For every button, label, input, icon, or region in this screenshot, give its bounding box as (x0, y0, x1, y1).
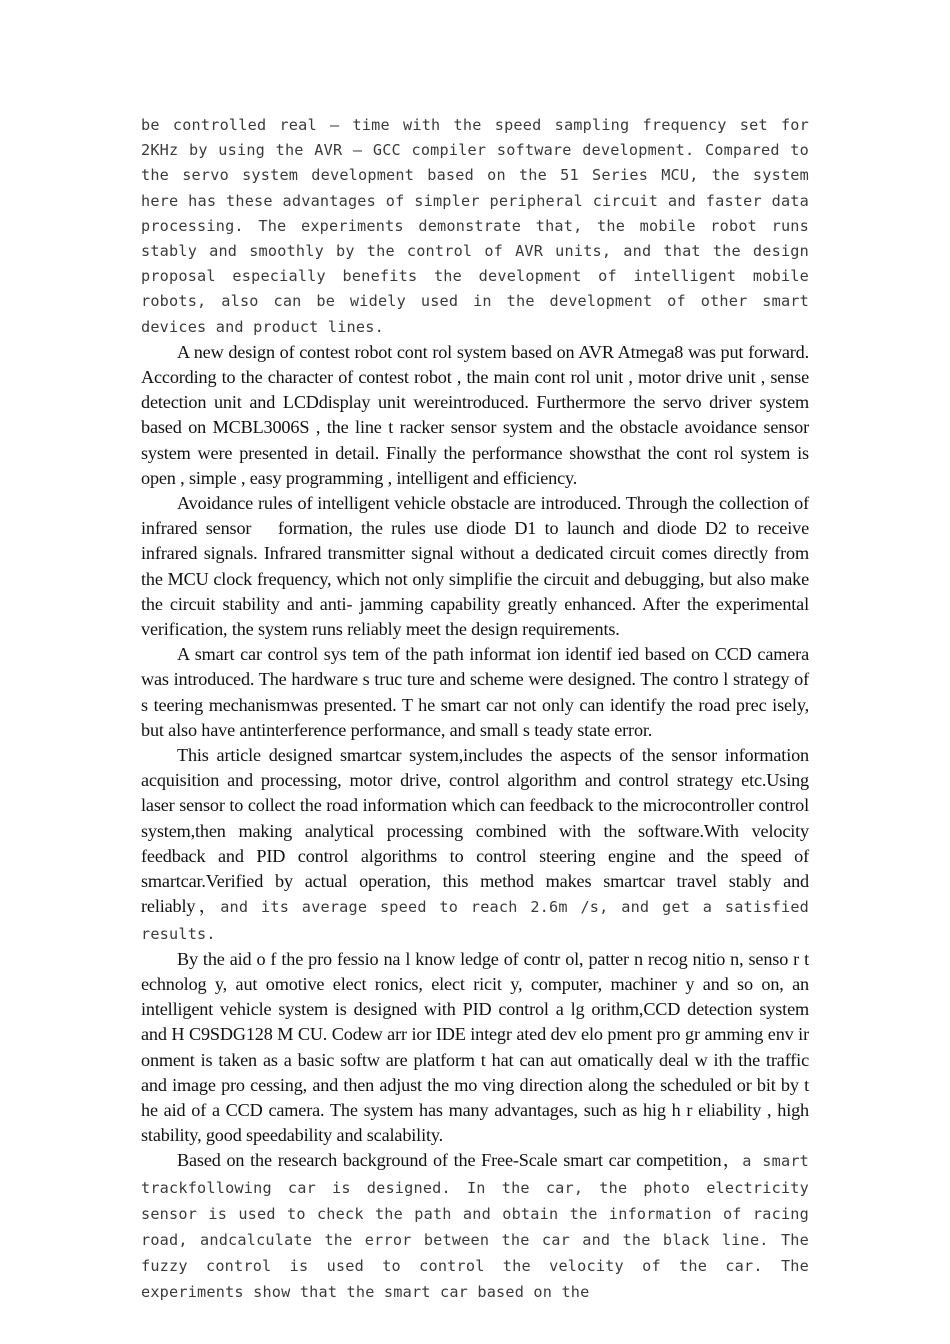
paragraph-4: A smart car control sys tem of the path informat ion identif ied based on CCD camera was introduced. The hardware s truc ture and scheme were designed. The contro l strategy of s teering mechanismwas presented. T he smart car not only can identify the road prec isely, but also have antinterference performance, and small s teady state error. (141, 644, 809, 740)
paragraph-3-part-a: Avoidance rules of intelligent vehicle obstacle are introduced. Through the collection of infrared sensor (141, 493, 809, 539)
paragraph-3-part-b: formation, the rules use diode D1 to launch and diode D2 to receive infrared signals. Infrared transmitter signal without a dedicated circuit comes directly from the MCU clock frequency, which not only simplifie the circuit and debugging, but also make the circuit stability and anti- jamming capability greatly enhanced. After the experimental verification, the system runs reliably meet the design requirements. (141, 518, 809, 640)
paragraph-5-mono-run: and its average speed to reach 2.6m /s, and get a satisfied results. (141, 898, 810, 943)
paragraph-3-gap (251, 518, 278, 538)
text-column (141, 113, 809, 1306)
paragraph-2: A new design of contest robot cont rol system based on AVR Atmega8 was put forward. According to the character of contest robot , the main cont rol unit , motor drive unit , sense detection unit and LCDdisplay unit wereintroduced. Furthermore the servo driver system based on MCBL3006S , the line t racker sensor system and the obstacle avoidance sensor system were presented in detail. Finally the performance showsthat the cont rol system is open , simple , easy programming , intelligent and efficiency. (141, 341, 809, 488)
paragraph-6: By the aid o f the pro fessio na l know ledge of contr ol, patter n recog nitio n, senso r t echnolog y, aut omotive elect ronics, elect ricit y, computer, machiner y and so on, an intelligent vehicle system is designed with PID control a lg orithm,CCD detection system and H C9SDG128 M CU. Codew arr ior IDE integr ated dev elo pment pro gr amming env ir onment is taken as a basic softw are platform t hat can aut omatically deal w ith the traffic and image pro cessing, and then adjust the mo ving direction along the scheduled or bit by t he aid of a CCD camera. The system has many advantages, such as hig h r eliability , high stability, good speedability and scalability. (141, 948, 809, 1146)
paragraph-3 (141, 491, 809, 642)
paragraph-7-serif-run: Based on the research background of the Free-Scale smart car competition， (177, 1150, 743, 1171)
paragraph-7-mono-run: a smart trackfollowing car is designed. In the car, the photo electricity sensor is used to check the path and obtain the information of racing road, andcalculate the error between the car and the black line. The fuzzy control is used to control the velocity of the car. The experiments show that the smart car based on the (141, 1152, 810, 1302)
paragraph-1: be controlled real — time with the speed sampling frequency set for 2KHz by using the AVR — GCC compiler software development. Compared to the servo system development based on the 51 Series MCU, the system here has these advantages of simpler peripheral circuit and faster data processing. The experiments demonstrate that, the mobile robot runs stably and smoothly by the control of AVR units, and that the design proposal especially benefits the development of intelligent mobile robots, also can be widely used in the development of other smart devices and product lines. (141, 116, 809, 336)
paragraph-7 (141, 1148, 809, 1305)
paragraph-5-serif-run: This article designed smartcar system,includes the aspects of the sensor information acquisition and processing, motor drive, control algorithm and control strategy etc.Using laser sensor to collect the road information which can feedback to the microcontroller control system,then making analytical processing combined with the software.With velocity feedback and PID control algorithms to control steering engine and the speed of smartcar.Verified by actual operation, this method makes smartcar travel stably and reliably， (141, 745, 809, 917)
paragraph-5 (141, 743, 809, 947)
